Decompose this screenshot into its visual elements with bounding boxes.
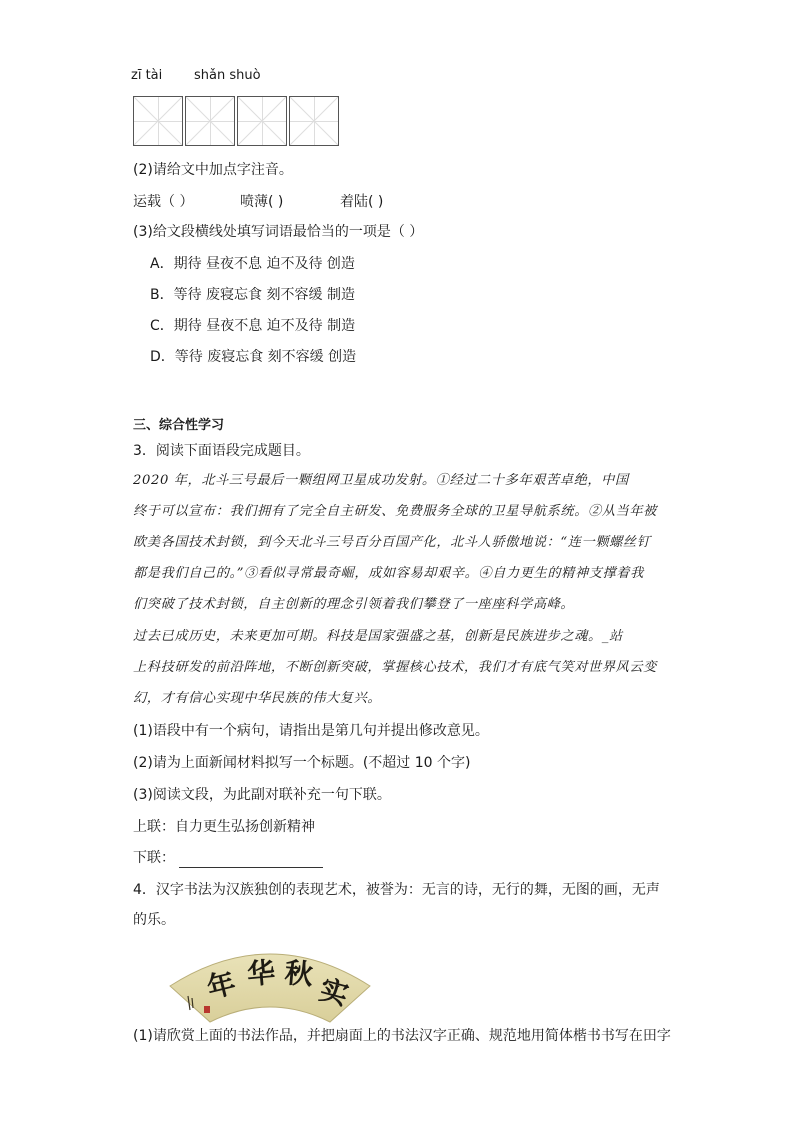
- passage-line: 上科技研发的前沿阵地，不断创新突破，掌握核心技术，我们才有底气笑对世界风云变: [133, 660, 657, 675]
- q2-item: 喷薄( ): [240, 194, 284, 210]
- grid-cell[interactable]: [185, 96, 235, 146]
- passage-line: 们突破了技术封锁，自主创新的理念引领着我们攀登了一座座科学高峰。: [133, 597, 575, 612]
- q2-item: 运载（ ）: [133, 194, 194, 210]
- fan-char: 实: [316, 972, 352, 1013]
- seal-icon: [204, 1006, 210, 1013]
- q4-sub-question-1: (1)请欣赏上面的书法作品，并把扇面上的书法汉字正确、规范地用简体楷书书写在田字: [133, 1028, 671, 1044]
- q3-option-d[interactable]: D．等待 废寝忘食 刻不容缓 创造: [150, 349, 357, 365]
- passage-line: 2020 年，北斗三号最后一颗组网卫星成功发射。①经过二十多年艰苦卓绝，中国: [133, 473, 629, 488]
- q4-line-2: 的乐。: [133, 912, 175, 928]
- answer-blank[interactable]: [179, 853, 323, 868]
- sub-question-3: (3)阅读文段，为此副对联补充一句下联。: [133, 787, 391, 803]
- q3-option-a[interactable]: A．期待 昼夜不息 迫不及待 创造: [150, 256, 355, 272]
- sub-question-2: (2)请为上面新闻材料拟写一个标题。(不超过 10 个字): [133, 755, 471, 771]
- grid-cell[interactable]: [289, 96, 339, 146]
- q4-line-1: 4．汉字书法为汉族独创的表现艺术，被誉为：无言的诗，无行的舞，无图的画，无声: [133, 882, 660, 898]
- q3-intro: 3．阅读下面语段完成题目。: [133, 443, 310, 459]
- grid-cell[interactable]: [237, 96, 287, 146]
- q3-prompt: (3)给文段横线处填写词语最恰当的一项是（ ）: [133, 224, 424, 240]
- couplet-upper: 上联：自力更生弘扬创新精神: [133, 819, 315, 835]
- pinyin-shanshuo: shǎn shuò: [194, 68, 261, 83]
- couplet-lower-label: 下联：: [133, 850, 175, 866]
- q2-item: 着陆( ): [340, 194, 384, 210]
- q2-prompt: (2)请给文中加点字注音。: [133, 162, 293, 178]
- q3-option-c[interactable]: C．期待 昼夜不息 迫不及待 制造: [150, 318, 356, 334]
- pinyin-zitai: zī tài: [131, 68, 163, 83]
- grid-cell[interactable]: [133, 96, 183, 146]
- passage-line: 幻，才有信心实现中华民族的伟大复兴。: [133, 691, 382, 706]
- calligraphy-fan-image: [168, 940, 372, 1024]
- passage-line: 过去已成历史，未来更加可期。科技是国家强盛之基，创新是民族进步之魂。_站: [133, 629, 623, 644]
- fan-char: 年: [203, 965, 239, 1005]
- couplet-lower: [133, 848, 323, 868]
- fan-char: 秋: [283, 956, 315, 992]
- q3-option-b[interactable]: B．等待 废寝忘食 刻不容缓 制造: [150, 287, 355, 303]
- passage-line: 欧美各国技术封锁，到今天北斗三号百分百国产化，北斗人骄傲地说：“连一颗螺丝钉: [133, 535, 651, 550]
- section-heading: 三、综合性学习: [133, 418, 225, 433]
- passage-line: 都是我们自己的。”③看似寻常最奇崛，成如容易却艰辛。④自力更生的精神支撑着我: [133, 566, 644, 581]
- writing-grid[interactable]: [133, 96, 341, 146]
- sub-question-1: (1)语段中有一个病句，请指出是第几句并提出修改意见。: [133, 723, 489, 739]
- passage-line: 终于可以宣布：我们拥有了完全自主研发、免费服务全球的卫星导航系统。②从当年被: [133, 504, 657, 519]
- fan-char: 华: [245, 955, 277, 991]
